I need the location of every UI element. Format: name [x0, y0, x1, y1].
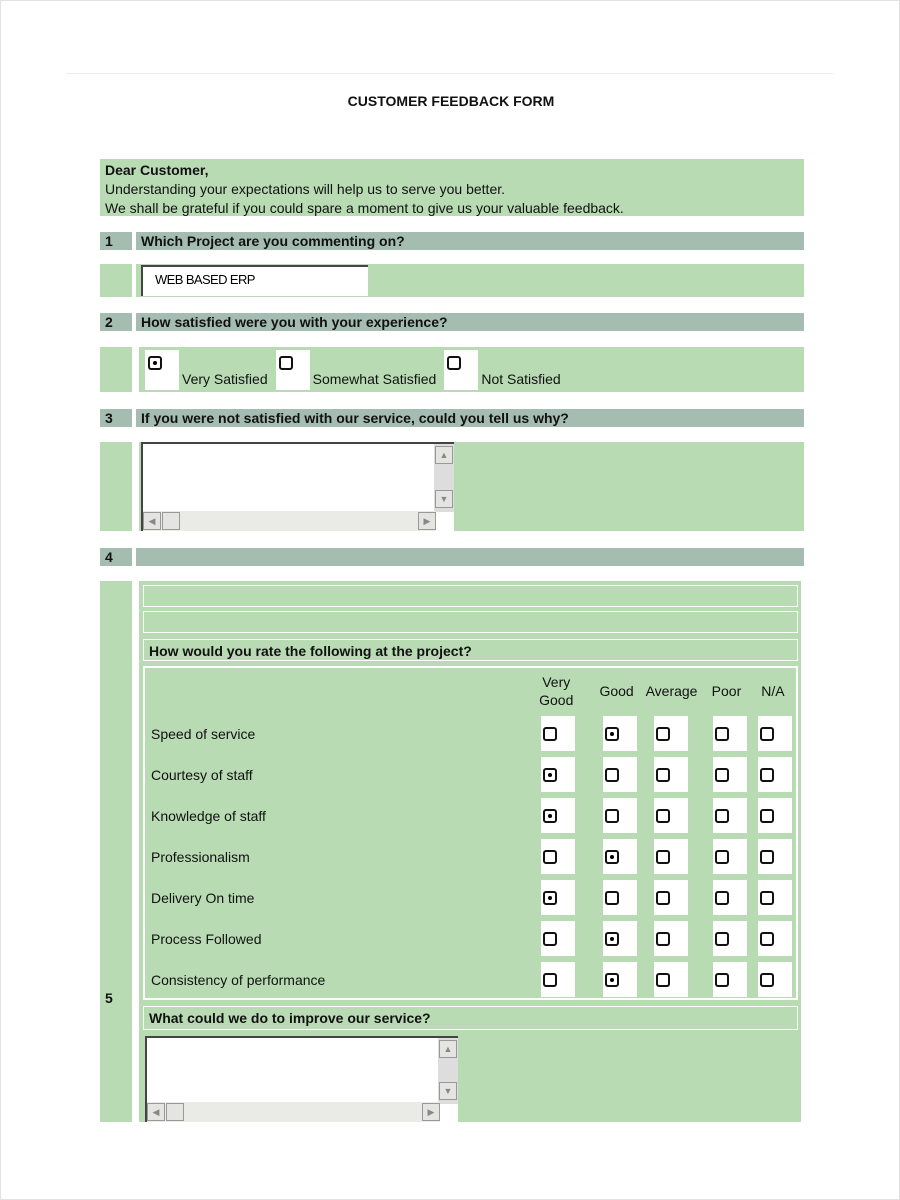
- rating-row-label: Knowledge of staff: [149, 797, 519, 834]
- improve-textarea[interactable]: [145, 1036, 458, 1122]
- rating-cell: [593, 838, 640, 875]
- rating-cell: [644, 879, 699, 916]
- rating-cell: [593, 961, 640, 998]
- question-1-label: Which Project are you commenting on?: [136, 232, 804, 250]
- radio-icon[interactable]: [656, 850, 670, 864]
- rating-column-header: Good: [593, 671, 640, 711]
- question-5-number: 5: [100, 581, 132, 1122]
- rating-column-header: Poor: [703, 671, 750, 711]
- rating-question-label: How would you rate the following at the project?: [143, 639, 798, 661]
- radio-icon[interactable]: [715, 932, 729, 946]
- rating-row-label: Delivery On time: [149, 879, 519, 916]
- radio-icon[interactable]: [760, 891, 774, 905]
- intro-line-1: Understanding your expectations will help us to serve you better.: [105, 181, 506, 197]
- rating-cell: [644, 838, 699, 875]
- horizontal-scrollbar[interactable]: [147, 1102, 440, 1122]
- radio-icon[interactable]: [656, 809, 670, 823]
- q1-answer-row: [136, 264, 804, 297]
- scroll-right-icon[interactable]: ▶: [418, 512, 436, 530]
- rating-cell: [703, 797, 750, 834]
- rating-cell: [593, 920, 640, 957]
- project-input[interactable]: WEB BASED ERP: [141, 265, 368, 296]
- scroll-thumb[interactable]: [162, 512, 180, 530]
- radio-icon[interactable]: [760, 768, 774, 782]
- rating-row: [149, 920, 792, 957]
- radio-icon[interactable]: [656, 932, 670, 946]
- rating-row: [149, 961, 792, 998]
- option-not-satisfied[interactable]: [444, 350, 563, 390]
- radio-icon[interactable]: [543, 850, 557, 864]
- question-3-label: If you were not satisfied with our service, could you tell us why?: [136, 409, 804, 427]
- rating-cell: [754, 920, 792, 957]
- vertical-scrollbar[interactable]: [434, 444, 454, 512]
- radio-icon[interactable]: [760, 727, 774, 741]
- radio-icon[interactable]: [656, 768, 670, 782]
- rating-column-header: N/A: [754, 671, 792, 711]
- rating-row-label: Process Followed: [149, 920, 519, 957]
- option-very-satisfied[interactable]: [145, 350, 271, 390]
- divider: [66, 73, 834, 74]
- rating-cell: [703, 879, 750, 916]
- rating-row-label: Speed of service: [149, 715, 519, 752]
- rating-cell: [644, 756, 699, 793]
- scroll-left-icon[interactable]: ◀: [143, 512, 161, 530]
- q5-empty-row-2: [143, 611, 798, 633]
- radio-icon[interactable]: [543, 768, 557, 782]
- rating-row: [149, 756, 792, 793]
- radio-icon[interactable]: [715, 768, 729, 782]
- rating-cell: [754, 756, 792, 793]
- rating-row: [149, 879, 792, 916]
- rating-cell: [754, 797, 792, 834]
- rating-cell: [754, 961, 792, 998]
- rating-row-label: Courtesy of staff: [149, 756, 519, 793]
- radio-icon[interactable]: [543, 973, 557, 987]
- scroll-down-icon[interactable]: ▼: [439, 1082, 457, 1100]
- rating-row: [149, 838, 792, 875]
- radio-icon[interactable]: [605, 891, 619, 905]
- rating-column-header: Very Good: [523, 671, 589, 711]
- rating-cell: [523, 715, 589, 752]
- rating-cell: [703, 756, 750, 793]
- q3-answer-row: [136, 442, 804, 531]
- radio-icon[interactable]: [715, 973, 729, 987]
- horizontal-scrollbar[interactable]: [143, 511, 436, 531]
- rating-cell: [644, 715, 699, 752]
- scroll-down-icon[interactable]: ▼: [435, 490, 453, 508]
- option-somewhat-satisfied[interactable]: [276, 350, 440, 390]
- rating-cell: [703, 920, 750, 957]
- rating-cell: [754, 838, 792, 875]
- radio-icon[interactable]: [543, 932, 557, 946]
- rating-cell: [644, 961, 699, 998]
- intro-block: [100, 159, 804, 216]
- rating-header-blank: [149, 671, 519, 711]
- rating-cell: [523, 838, 589, 875]
- scroll-thumb[interactable]: [166, 1103, 184, 1121]
- radio-icon[interactable]: [656, 973, 670, 987]
- radio-icon[interactable]: [543, 727, 557, 741]
- question-3-number: 3: [100, 409, 132, 427]
- rating-cell: [523, 879, 589, 916]
- radio-icon[interactable]: [656, 727, 670, 741]
- rating-cell: [523, 756, 589, 793]
- radio-icon[interactable]: [715, 850, 729, 864]
- rating-cell: [754, 879, 792, 916]
- vertical-scrollbar[interactable]: [438, 1038, 458, 1104]
- rating-row: [149, 715, 792, 752]
- scroll-up-icon[interactable]: ▲: [435, 446, 453, 464]
- option-label: Somewhat Satisfied: [312, 371, 437, 387]
- option-label: Very Satisfied: [182, 371, 268, 387]
- radio-icon[interactable]: [605, 932, 619, 946]
- q5-empty-row-1: [143, 585, 798, 607]
- greeting: Dear Customer,: [105, 162, 209, 178]
- rating-cell: [644, 920, 699, 957]
- rating-column-header: Average: [644, 671, 699, 711]
- radio-icon[interactable]: [543, 891, 557, 905]
- radio-icon[interactable]: [605, 973, 619, 987]
- rating-row-label: Consistency of performance: [149, 961, 519, 998]
- question-2-label: How satisfied were you with your experience?: [136, 313, 804, 331]
- radio-icon[interactable]: [760, 932, 774, 946]
- rating-cell: [523, 797, 589, 834]
- reason-textarea[interactable]: [141, 442, 454, 531]
- q2-spacer: [100, 347, 132, 392]
- page-title: CUSTOMER FEEDBACK FORM: [347, 93, 555, 109]
- rating-cell: [703, 715, 750, 752]
- radio-icon[interactable]: [760, 973, 774, 987]
- rating-table: [145, 667, 796, 1002]
- scroll-left-icon[interactable]: ◀: [147, 1103, 165, 1121]
- option-label: Not Satisfied: [481, 371, 561, 387]
- question-1-number: 1: [100, 232, 132, 250]
- rating-row: [149, 797, 792, 834]
- q1-spacer: [100, 264, 132, 297]
- rating-cell: [593, 797, 640, 834]
- radio-icon[interactable]: [605, 850, 619, 864]
- q3-spacer: [100, 442, 132, 531]
- rating-cell: [703, 838, 750, 875]
- rating-cell: [593, 715, 640, 752]
- radio-icon[interactable]: [447, 356, 461, 370]
- rating-cell: [754, 715, 792, 752]
- rating-cell: [703, 961, 750, 998]
- q2-options: [136, 347, 804, 392]
- radio-icon[interactable]: [148, 356, 162, 370]
- radio-icon[interactable]: [605, 809, 619, 823]
- radio-icon[interactable]: [279, 356, 293, 370]
- radio-icon[interactable]: [715, 891, 729, 905]
- rating-cell: [523, 920, 589, 957]
- radio-icon[interactable]: [760, 809, 774, 823]
- radio-icon[interactable]: [543, 809, 557, 823]
- rating-cell: [523, 961, 589, 998]
- radio-icon[interactable]: [605, 727, 619, 741]
- question-2-number: 2: [100, 313, 132, 331]
- improve-question-label: What could we do to improve our service?: [143, 1006, 798, 1030]
- rating-cell: [644, 797, 699, 834]
- radio-icon[interactable]: [715, 809, 729, 823]
- intro-line-2: We shall be grateful if you could spare a moment to give us your valuable feedback.: [105, 200, 624, 216]
- question-4-label: [136, 548, 804, 566]
- question-4-number: 4: [100, 548, 132, 566]
- radio-icon[interactable]: [760, 850, 774, 864]
- radio-icon[interactable]: [656, 891, 670, 905]
- rating-cell: [593, 879, 640, 916]
- rating-row-label: Professionalism: [149, 838, 519, 875]
- radio-icon[interactable]: [715, 727, 729, 741]
- radio-icon[interactable]: [605, 768, 619, 782]
- scroll-up-icon[interactable]: ▲: [439, 1040, 457, 1058]
- rating-cell: [593, 756, 640, 793]
- scroll-right-icon[interactable]: ▶: [422, 1103, 440, 1121]
